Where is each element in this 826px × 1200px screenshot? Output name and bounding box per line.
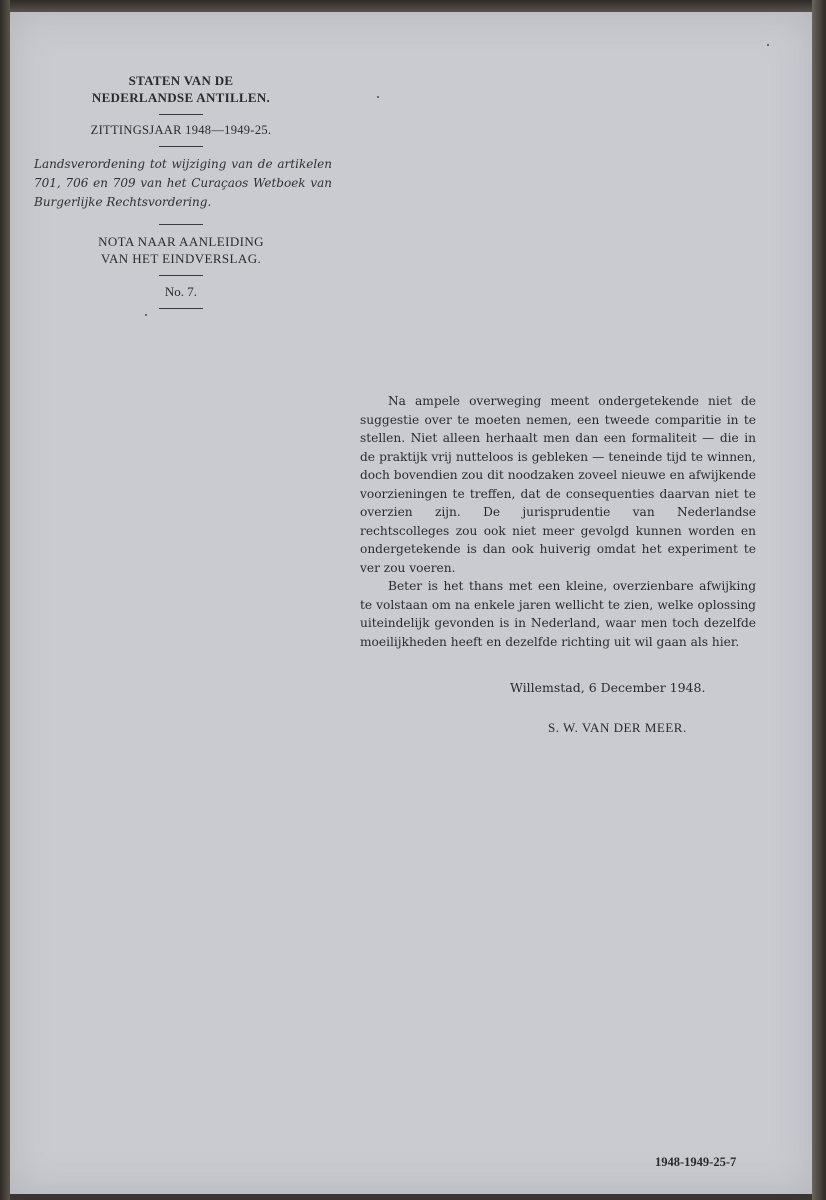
header-divider [159,146,203,147]
body-text [360,392,756,651]
session-year: ZITTINGSJAAR 1948—1949-25. [90,123,272,137]
document-number-label: No. 7. [164,284,198,299]
paper-speck [767,44,769,46]
header-line-2: NEDERLANDSE ANTILLEN. [91,90,271,105]
footer-document-number: 1948-1949-25-7 [655,1155,737,1169]
document-subject: Landsverordening tot wijziging van de artikelen 701, 706 en 709 van het Curaçaos Wetboek van Burgerlijke Rechtsvordering. [34,157,332,209]
header-divider [159,308,203,309]
scan-border-left [0,0,10,1200]
signatory-name: S. W. VAN DER MEER. [548,720,687,735]
header-divider [159,224,203,225]
body-paragraph-1: Na ampele overweging meent ondergetekende niet de suggestie over te moeten nemen, een tweede comparitie in te stellen. Niet alleen herhaalt men dan een formaliteit — die in de praktijk vrij nutteloos is gebleken — teneinde tijd te winnen, doch bovendien zou dit noodzaken zoveel nieuwe en afwijkende voorzieningen te treffen, dat de consequenties daarvan niet te overzien zijn. De jurisprudentie van Nederlandse rechtscolleges zou ook niet meer gevolgd kunnen worden en ondergetekende is dan ook huiverig omdat het experiment te ver zou voeren. [360,394,756,575]
nota-title-line-2: VAN HET EINDVERSLAG. [100,251,262,266]
document-header [28,72,334,317]
paper-speck [377,96,379,98]
body-paragraph-2: Beter is het thans met een kleine, overzienbare afwijking te volstaan om na enkele jaren wellicht te zien, welke oplossing uiteindelijk gevonden is in Nederland, waar men toch dezelfde moeilijkheden heeft en dezelfde richting uit wil gaan als hier. [360,579,756,649]
header-divider [159,114,203,115]
header-line-1: STATEN VAN DE [128,73,234,88]
scan-border-right [812,0,826,1200]
header-divider [159,275,203,276]
scan-border-top [0,0,826,12]
nota-title-line-1: NOTA NAAR AANLEIDING [98,234,264,249]
place-and-date: Willemstad, 6 December 1948. [510,680,706,695]
